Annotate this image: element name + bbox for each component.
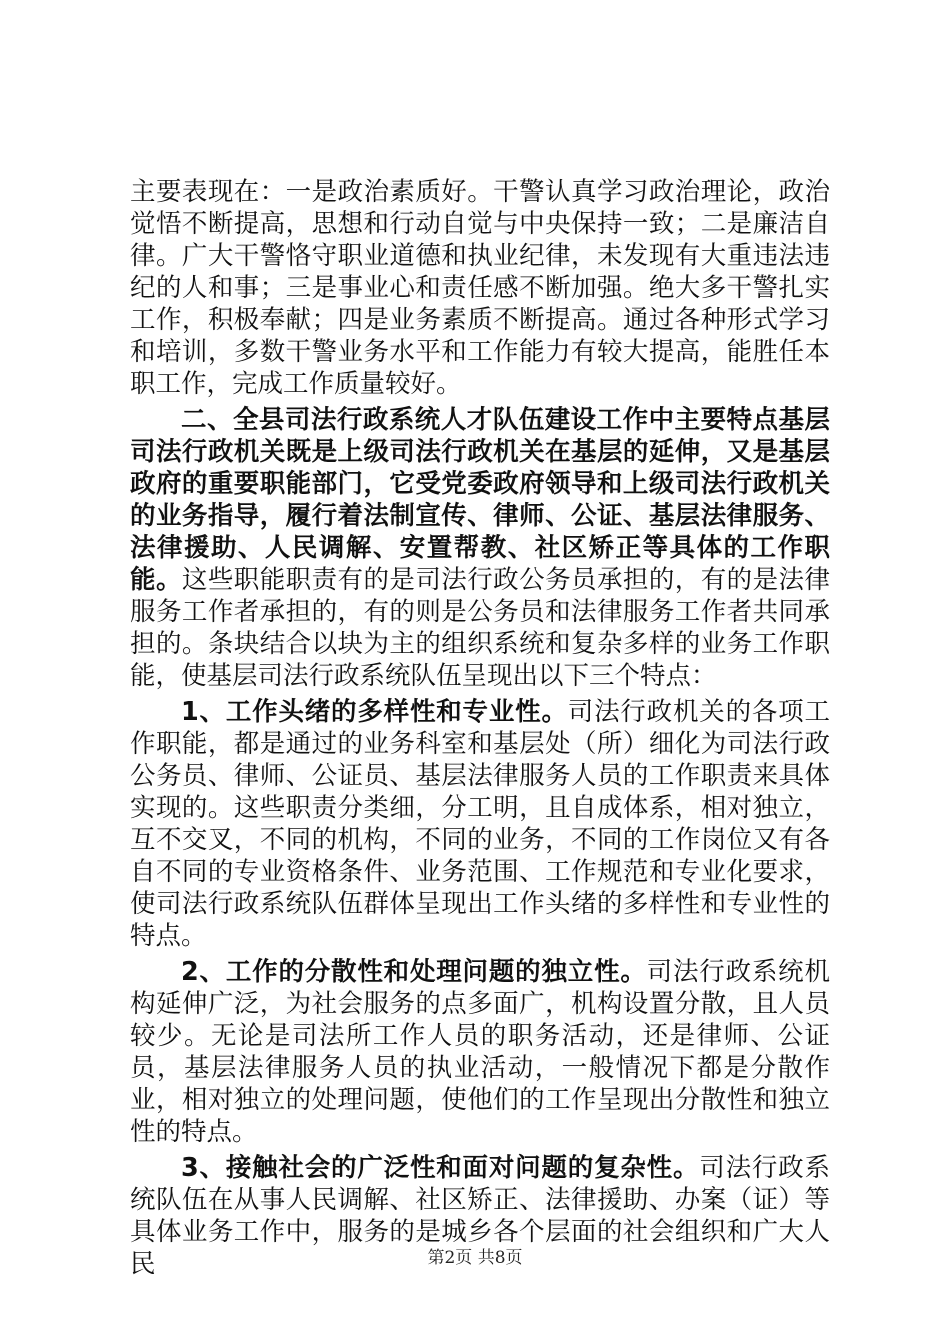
subheading-1: 1、工作头绪的多样性和专业性。 [181,697,568,727]
paragraph-4-text: 司法行政系统机构延伸广泛，为社会服务的点多面广，机构设置分散，且人员较少。无论是司法所工作人员的职务活动，还是律师、公证员，基层法律服务人员的执业活动，一般情况下都是分散作业，相对独立的处理问题，使他们的工作呈现出分散性和独立性的特点。 [130,957,830,1147]
paragraph-2-text: 这些职能职责有的是司法行政公务员承担的，有的是法律服务工作者承担的，有的则是公务员和法律服务工作者共同承担的。条块结合以块为主的组织系统和复杂多样的业务工作职能，使基层司法行政系统队伍呈现出以下三个特点： [130,565,830,691]
paragraph-3-text: 司法行政机关的各项工作职能，都是通过的业务科室和基层处（所）细化为司法行政公务员、律师、公证员、基层法律服务人员的工作职责来具体实现的。这些职责分类细，分工明，且自成体系，相对独立，互不交叉，不同的机构，不同的业务，不同的工作岗位又有各自不同的专业资格条件、业务范围、工作规范和专业化要求，使司法行政系统队伍群体呈现出工作头绪的多样性和专业性的特点。 [130,697,830,951]
paragraph-1-text: 主要表现在：一是政治素质好。干警认真学习政治理论，政治觉悟不断提高，思想和行动自觉与中央保持一致；二是廉洁自律。广大干警恪守职业道德和执业纪律，未发现有大重违法违纪的人和事；三是事业心和责任感不断加强。绝大多干警扎实工作，积极奉献；四是业务素质不断提高。通过各种形式学习和培训，多数干警业务水平和工作能力有较大提高，能胜任本职工作，完成工作质量较好。 [130,177,830,399]
paragraph-4 [130,956,830,1148]
paragraph-1 [130,176,830,400]
document-body [130,176,830,1284]
section-heading-2: 二、全县司法行政系统人才队伍建设工作中主要特点基层司法行政机关既是上级司法行政机关在基层的延伸，又是基层政府的重要职能部门，它受党委政府领导和上级司法行政机关的业务指导，履行着法制宣传、律师、公证、基层法律服务、法律援助、人民调解、安置帮教、社区矫正等具体的工作职能。 [130,405,830,595]
subheading-3: 3、接触社会的广泛性和面对问题的复杂性。 [181,1153,700,1183]
paragraph-3 [130,696,830,952]
subheading-2: 2、工作的分散性和处理问题的独立性。 [181,957,647,987]
paragraph-2 [130,404,830,692]
paragraph-5-text: 司法行政系统队伍在从事人民调解、社区矫正、法律援助、办案（证）等具体业务工作中，服务的是城乡各个层面的社会组织和广大人民 [130,1153,830,1279]
page-number-footer: 第2页 共8页 [427,1248,523,1268]
